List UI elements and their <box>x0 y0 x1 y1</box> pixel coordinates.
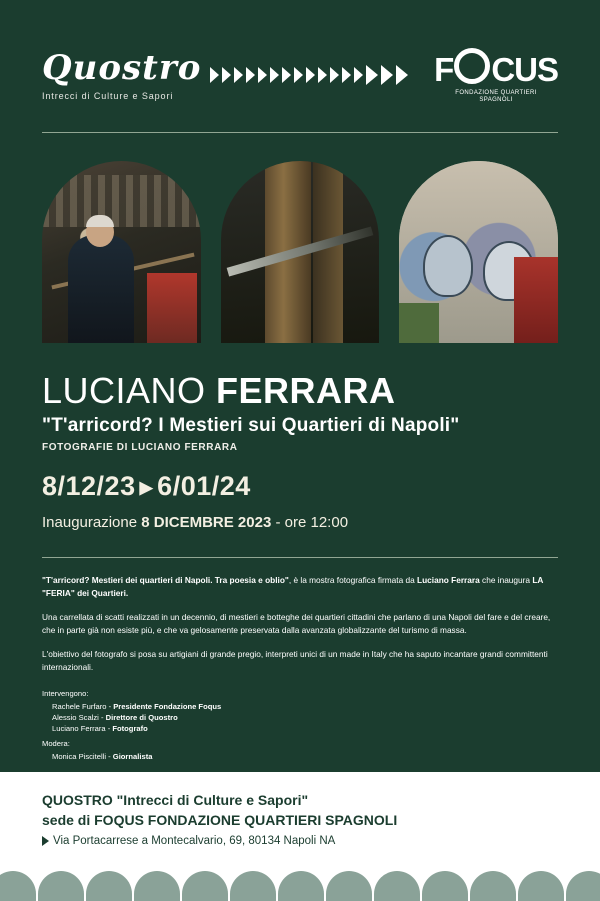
venue-host: sede di FOQUS FONDAZIONE QUARTIERI SPAGNOLI <box>42 812 398 828</box>
foqus-wordmark <box>434 48 558 87</box>
photo-strip <box>42 161 558 343</box>
photo-wood-workbench <box>221 161 380 343</box>
venue-address: Via Portacarrese a Montecalvario, 69, 80134 Napoli NA <box>53 835 336 847</box>
moderator-label: Modera: <box>42 738 70 748</box>
venue-address-row <box>42 832 558 850</box>
exhibition-dates <box>42 471 558 502</box>
speaker-name: Alessio Scalzi <box>52 712 99 722</box>
speaker-name: Rachele Furfaro <box>52 701 107 711</box>
divider-top <box>42 132 558 133</box>
paragraph-1-part-b: , è la mostra fotografica firmata da <box>288 575 418 585</box>
speaker-role: Presidente Fondazione Foqus <box>113 701 222 711</box>
poster-content <box>42 0 558 772</box>
artist-first-name: LUCIANO <box>42 370 206 411</box>
paragraph-3: L'obiettivo del fotografo si posa su artigiani di grande pregio, interpreti unici di un made in Italy che ha saputo incantare grandi committenti internazionali. <box>42 649 548 672</box>
speaker-item: Luciano Ferrara - Fotografo <box>52 723 148 733</box>
foqus-subtitle-2: SPAGNOLI <box>479 97 513 103</box>
opening-date: 8 DICEMBRE 2023 <box>141 514 272 531</box>
opening-time: - ore 12:00 <box>275 514 349 531</box>
description-text <box>42 574 558 674</box>
feria-label: LA "FERIA" dei Quartieri. <box>42 575 544 598</box>
foqus-letter-f: F <box>434 51 454 88</box>
paragraph-1-part-d: che inaugura <box>479 575 533 585</box>
foqus-subtitle-1: FONDAZIONE QUARTIERI <box>455 90 537 96</box>
foqus-letters-cus: CUS <box>491 51 558 88</box>
date-end: 6/01/24 <box>157 471 251 501</box>
foqus-logo <box>434 48 558 103</box>
moderator-item: Monica Piscitelli - Giornalista <box>52 751 153 761</box>
quostro-logo <box>42 50 201 101</box>
moderator-name: Monica Piscitelli <box>52 751 107 761</box>
speaker-name: Luciano Ferrara <box>52 723 106 733</box>
speaker-role: Fotografo <box>112 723 148 733</box>
venue-name: QUOSTRO "Intrecci di Culture e Sapori" <box>42 792 309 808</box>
poster-footer <box>42 790 558 850</box>
photo-artisan-broom-maker <box>42 161 201 343</box>
opening-prefix: Inaugurazione <box>42 514 138 531</box>
date-start: 8/12/23 <box>42 471 136 501</box>
speaker-item: Alessio Scalzi - Direttore di Quostro <box>52 712 178 722</box>
speakers-block <box>42 688 558 762</box>
decorative-arch-band <box>0 859 600 901</box>
arrow-strip-icon <box>210 66 450 84</box>
photo-painted-masks <box>399 161 558 343</box>
paragraph-2: Una carrellata di scatti realizzati in un decennio, di mestieri e botteghe dei quartieri cittadini che parlano di una Napoli del fare e del creare, che in parte già non esiste più, e che va gelosamente preservata dalla avanzata globalizzante del turismo di massa. <box>42 612 551 635</box>
moderator-role: Giornalista <box>112 751 153 761</box>
title-block <box>42 371 558 531</box>
paragraph-1 <box>42 574 558 599</box>
photo-credit: FOTOGRAFIE DI LUCIANO FERRARA <box>42 442 238 453</box>
artist-name <box>42 371 558 411</box>
exhibition-title: "T'arricord? I Mestieri sui Quartieri di Napoli" <box>42 415 460 436</box>
quoted-exhibition-title: "T'arricord? Mestieri dei quartieri di Napoli. Tra poesia e oblio" <box>42 575 289 585</box>
date-arrow-icon: ▶ <box>139 478 154 497</box>
speaker-item: Rachele Furfaro - Presidente Fondazione Foqus <box>52 701 222 711</box>
speakers-label: Intervengono: <box>42 688 89 698</box>
artist-last-name: FERRARA <box>216 370 396 411</box>
foqus-ring-icon <box>454 48 490 84</box>
speaker-role: Direttore di Quostro <box>105 712 178 722</box>
artist-name-inline: Luciano Ferrara <box>417 575 480 585</box>
poster-header <box>42 42 558 128</box>
quostro-wordmark: Quostro <box>42 48 202 88</box>
location-pin-icon <box>42 836 49 846</box>
quostro-tagline: Intrecci di Culture e Sapori <box>42 91 174 101</box>
divider-middle <box>42 557 558 558</box>
opening-line <box>42 514 558 531</box>
